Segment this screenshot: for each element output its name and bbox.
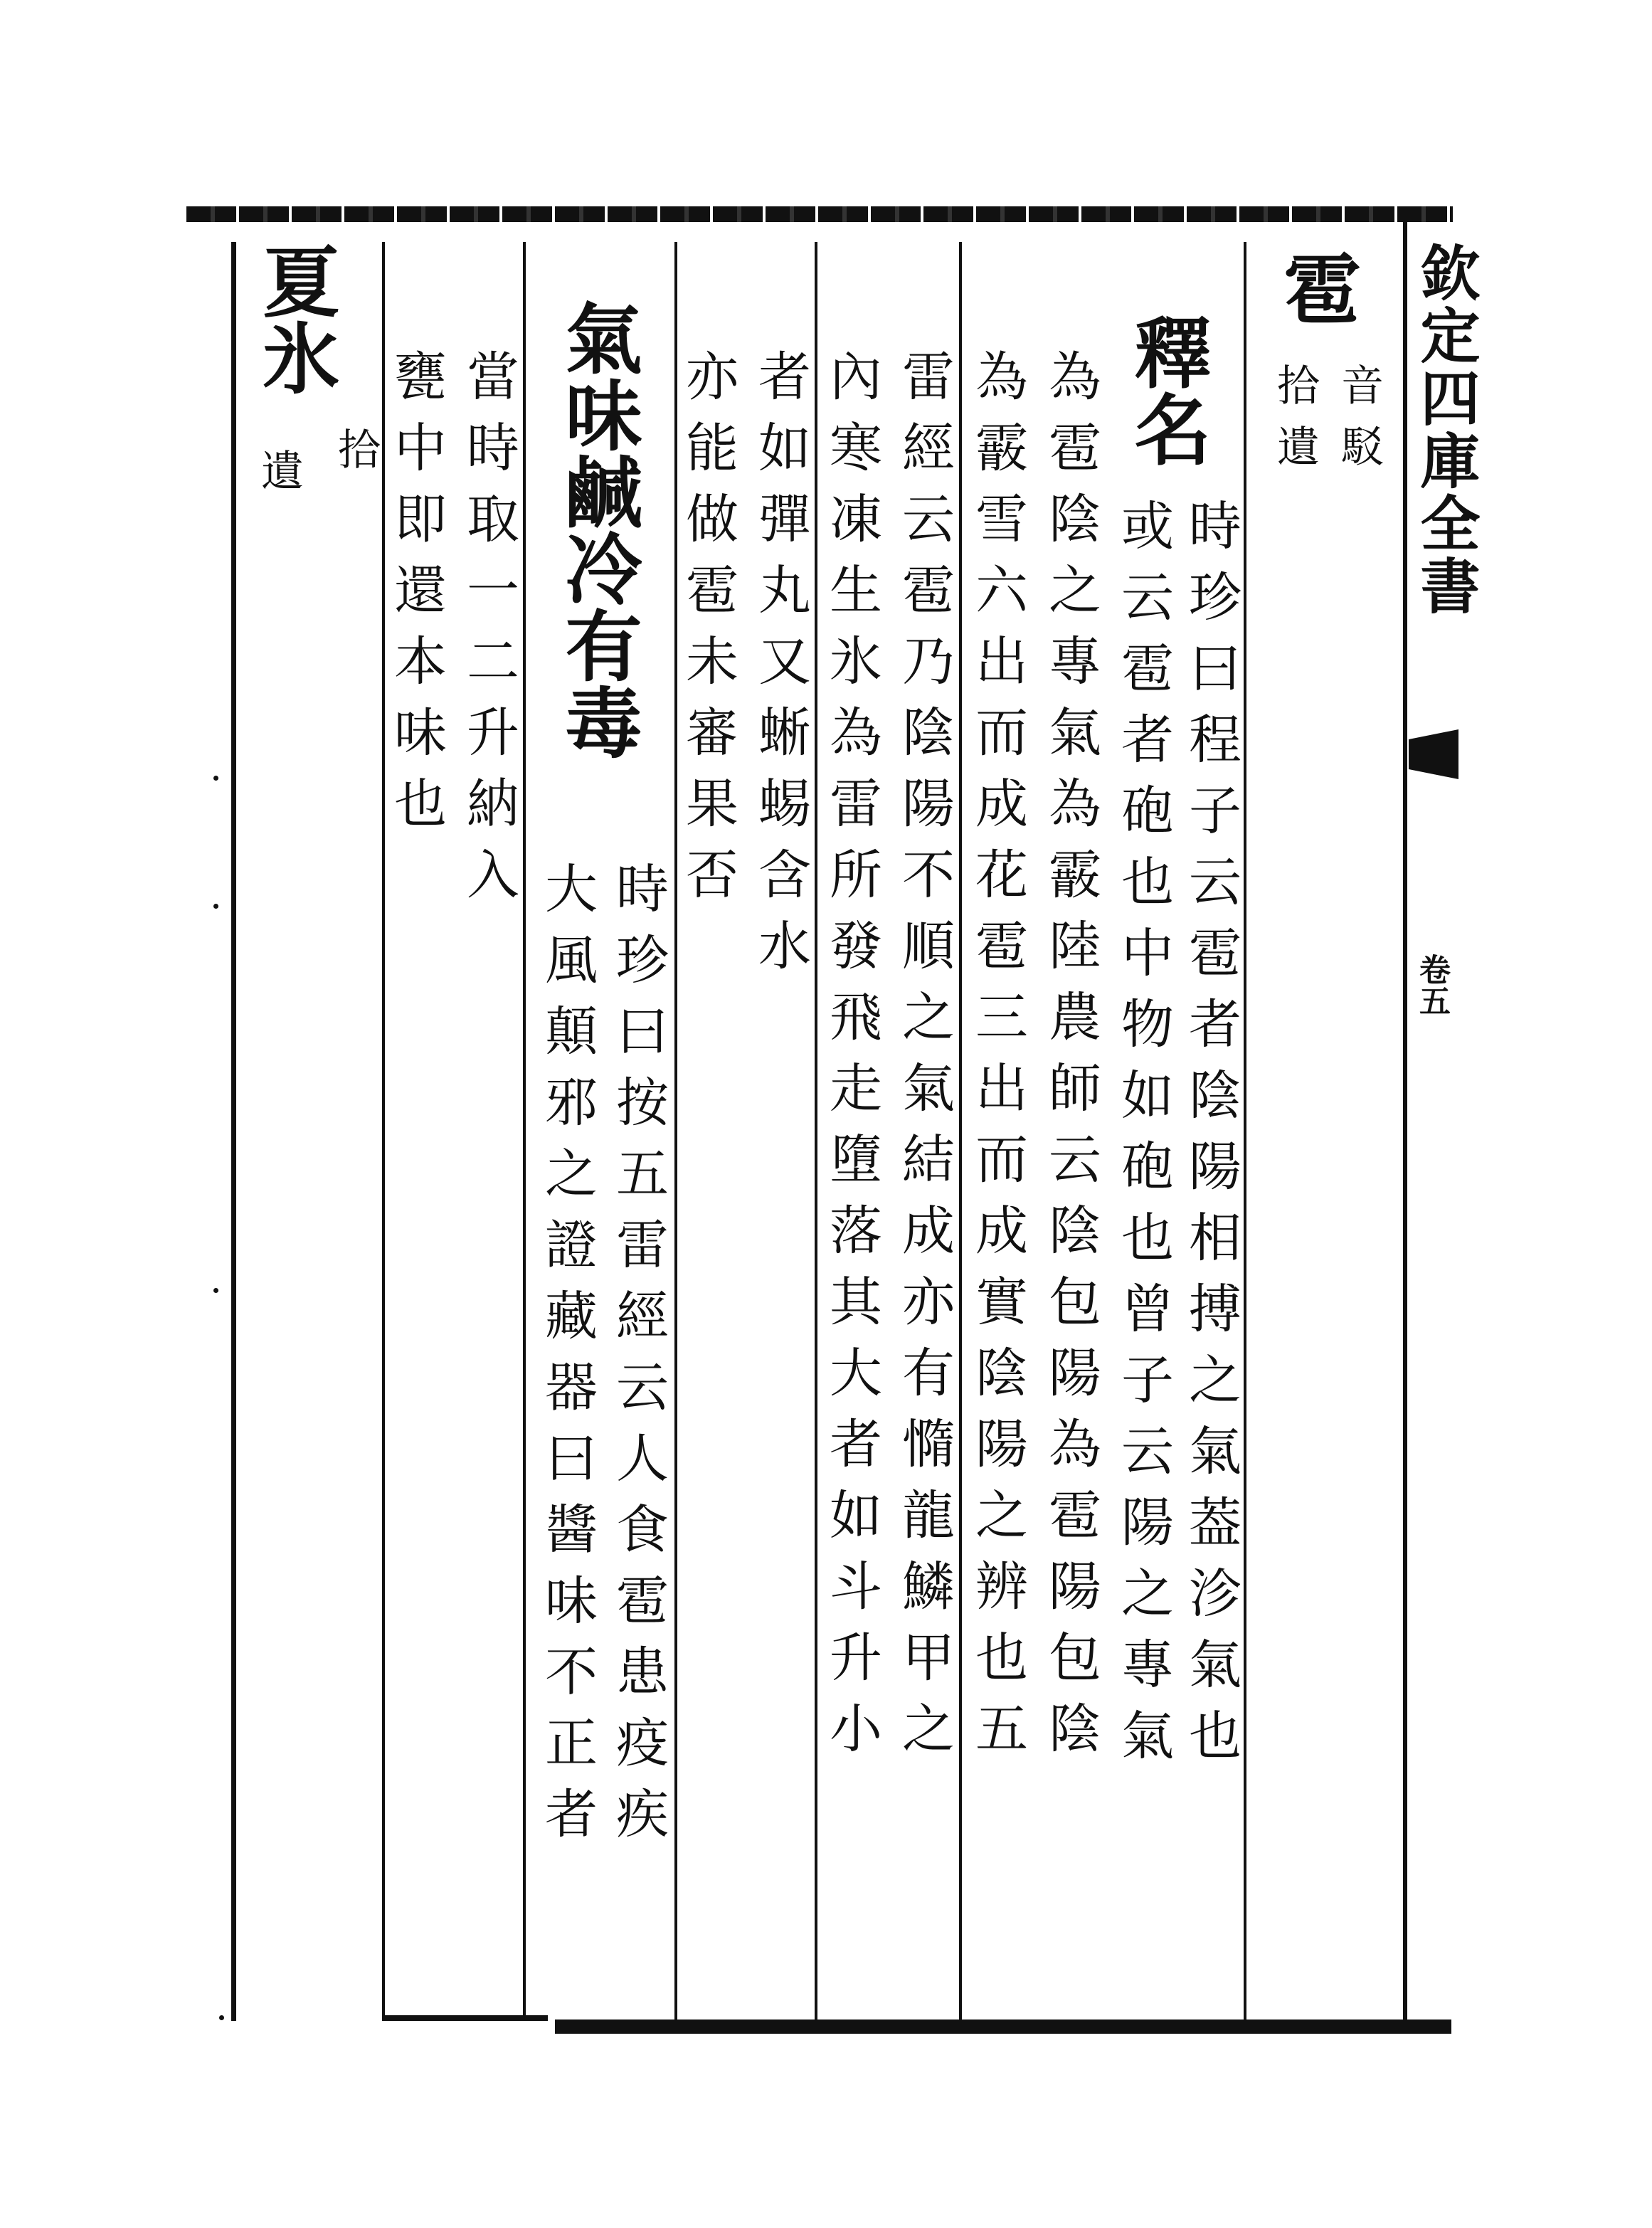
top-border-rule [186, 206, 1453, 222]
ink-speck [213, 776, 218, 781]
left-frame-rule [231, 242, 236, 2021]
source-note: 拾遺 [1270, 363, 1320, 485]
bottom-border-rule [555, 2020, 1451, 2034]
text-column: 亦能做雹未審果否 [677, 349, 738, 918]
section-heading-flavor: 氣味鹹冷有毒 [552, 299, 642, 760]
text-column: 為霰雪六出而成花雹三出而成實陰陽之辨也五 [967, 349, 1028, 1772]
text-column: 當時取一二升納入 [458, 349, 519, 918]
text-column: 大風顛邪之證藏器曰醬味不正者 [536, 861, 598, 1857]
pronunciation-note: 音駁 [1334, 363, 1384, 485]
text-column: 雷經云雹乃陰陽不順之氣結成亦有憜龍鱗甲之 [894, 349, 955, 1772]
book-title: 欽定四庫全書 [1411, 242, 1481, 618]
column-rule [1244, 242, 1246, 2021]
text-column: 者如彈丸又蜥蜴含水 [750, 349, 811, 989]
ink-speck [213, 904, 218, 909]
entry-heading-summer-ice: 夏氷 [250, 242, 339, 396]
text-column: 時珍曰程子云雹者陰陽相搏之氣葢沴氣也 [1180, 498, 1241, 1779]
text-column: 或云雹者砲也中物如砲也曾子云陽之專氣 [1113, 498, 1174, 1779]
text-column: 時珍曰按五雷經云人食雹患疫疾 [608, 861, 669, 1857]
ink-speck [219, 2015, 224, 2020]
section-heading-explanation: 釋名 [1121, 313, 1211, 467]
entry-heading-hail: 雹 [1271, 249, 1360, 326]
column-rule [815, 242, 817, 2021]
fishtail-mark [1409, 729, 1458, 779]
right-frame-rule [1403, 213, 1407, 2021]
text-column: 甕中即還本味也 [386, 349, 447, 847]
column-rule [382, 242, 385, 2021]
source-note: 遺 [254, 448, 304, 510]
text-column: 為雹陰之專氣為霰陸農師云陰包陽為雹陽包陰 [1040, 349, 1101, 1772]
text-column: 內寒凍生氷為雷所發飛走墮落其大者如斗升小 [821, 349, 882, 1772]
volume-label: 卷五 [1414, 954, 1450, 1016]
column-rule [523, 242, 526, 2021]
column-rule [959, 242, 962, 2021]
source-note: 拾 [331, 427, 381, 488]
ink-speck [213, 1288, 218, 1293]
